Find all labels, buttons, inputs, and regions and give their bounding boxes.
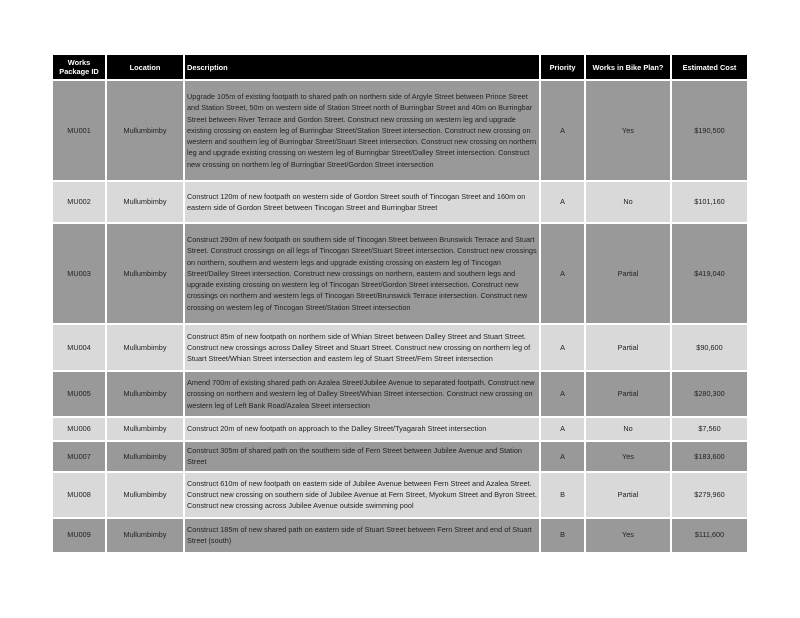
table-row [53,182,747,224]
cell-bike-plan: Yes [586,519,672,554]
cell-id: MU008 [53,473,107,519]
cell-location: Mullumbimby [107,418,185,442]
cell-location: Mullumbimby [107,81,185,182]
cell-cost: $190,500 [672,81,747,182]
cell-bike-plan: No [586,418,672,442]
table-row [53,519,747,554]
cell-location: Mullumbimby [107,473,185,519]
cell-cost: $111,600 [672,519,747,554]
cell-priority: A [541,81,586,182]
cell-bike-plan: No [586,182,672,224]
cell-id: MU003 [53,224,107,325]
cell-cost: $419,040 [672,224,747,325]
cell-priority: A [541,372,586,418]
header-description: Description [185,55,541,81]
cell-priority: A [541,182,586,224]
cell-bike-plan: Yes [586,81,672,182]
cell-priority: B [541,473,586,519]
cell-bike-plan: Partial [586,372,672,418]
cell-cost: $279,960 [672,473,747,519]
cell-id: MU009 [53,519,107,554]
table-header-row [53,55,747,81]
cell-location: Mullumbimby [107,519,185,554]
header-estimated-cost: Estimated Cost [672,55,747,81]
cell-cost: $90,600 [672,325,747,372]
cell-cost: $183,600 [672,442,747,473]
header-works-in-bike-plan: Works in Bike Plan? [586,55,672,81]
table-row [53,81,747,182]
cell-id: MU005 [53,372,107,418]
table-row [53,473,747,519]
cell-priority: A [541,325,586,372]
cell-bike-plan: Partial [586,224,672,325]
works-package-table [53,55,747,554]
cell-description: Construct 120m of new footpath on western side of Gordon Street south of Tincogan Street and 160m on eastern side of Gordon Street between Tincogan Street and Burringbar Street [185,182,541,224]
header-works-package-id: Works Package ID [53,55,107,81]
cell-description: Construct 185m of new shared path on eastern side of Stuart Street between Fern Street and end of Stuart Street (south) [185,519,541,554]
table-row [53,372,747,418]
cell-priority: A [541,442,586,473]
table-row [53,418,747,442]
cell-location: Mullumbimby [107,224,185,325]
cell-priority: B [541,519,586,554]
cell-cost: $101,160 [672,182,747,224]
cell-description: Construct 20m of new footpath on approach to the Dalley Street/Tyagarah Street intersection [185,418,541,442]
cell-cost: $280,300 [672,372,747,418]
cell-id: MU002 [53,182,107,224]
cell-description: Construct 610m of new footpath on eastern side of Jubilee Avenue between Fern Street and Azalea Street. Construct new crossing on southern side of Jubilee Avenue at Fern Street, Myokum Street and Byron Street. Construct new crossing across Jubilee Avenue outside swimming pool [185,473,541,519]
cell-id: MU006 [53,418,107,442]
cell-id: MU004 [53,325,107,372]
cell-location: Mullumbimby [107,372,185,418]
cell-location: Mullumbimby [107,325,185,372]
cell-description: Amend 700m of existing shared path on Azalea Street/Jubilee Avenue to separated footpath. Construct new crossing on northern and western leg of Dalley Street/Whian Street intersection. Construct new crossing on western leg of Left Bank Road/Azalea Street intersection [185,372,541,418]
table-row [53,224,747,325]
cell-location: Mullumbimby [107,182,185,224]
cell-id: MU001 [53,81,107,182]
table-row [53,442,747,473]
header-priority: Priority [541,55,586,81]
cell-bike-plan: Yes [586,442,672,473]
cell-description: Upgrade 105m of existing footpath to shared path on northern side of Argyle Street between Prince Street and Station Street, 50m on western side of Station Street north of Burringbar Street and 40m on Burringbar Street between River Terrace and Gordon Street. Construct new crossing on western leg and upgrade existing crossing on eastern leg of Burringbar Street/Station Street intersection. Construct new crossing on western and southern leg of Burringbar Street/Stuart Street intersection. Construct new crossing on northern leg and upgrade existing crossing on western leg of Burringbar Street/Dalley Street intersection. Construct new crossing on northern leg of Burringbar Street/Gordon Street intersection [185,81,541,182]
header-location: Location [107,55,185,81]
cell-description: Construct 85m of new footpath on northern side of Whian Street between Dalley Street and Stuart Street. Construct new crossings across Dalley Street and Stuart Street. Construct new crossing on northern leg of Stuart Street/Whian Street intersection and eastern leg of Stuart Street/Fern Street intersection [185,325,541,372]
table-row [53,325,747,372]
cell-priority: A [541,418,586,442]
cell-description: Construct 305m of shared path on the southern side of Fern Street between Jubilee Avenue and Station Street [185,442,541,473]
cell-bike-plan: Partial [586,473,672,519]
cell-location: Mullumbimby [107,442,185,473]
cell-description: Construct 290m of new footpath on southern side of Tincogan Street between Brunswick Terrace and Stuart Street. Construct crossings on all legs of Tincogan Street/Stuart Street intersection. Construct new crossings on northern, southern and western legs and upgrade existing crossing on eastern leg of Tincogan Street/Dalley Street intersection. Construct new crossings on northern, eastern and southern legs and upgrade existing crossing on western leg of Tincogan Street/Gordon Street intersection. Construct new crossings on northern and western legs of Tincogan Street/Brunswick Terrace intersection. Construct new crossing on western leg of Tincogan Street/Station Street intersection [185,224,541,325]
cell-priority: A [541,224,586,325]
cell-id: MU007 [53,442,107,473]
cell-cost: $7,560 [672,418,747,442]
cell-bike-plan: Partial [586,325,672,372]
